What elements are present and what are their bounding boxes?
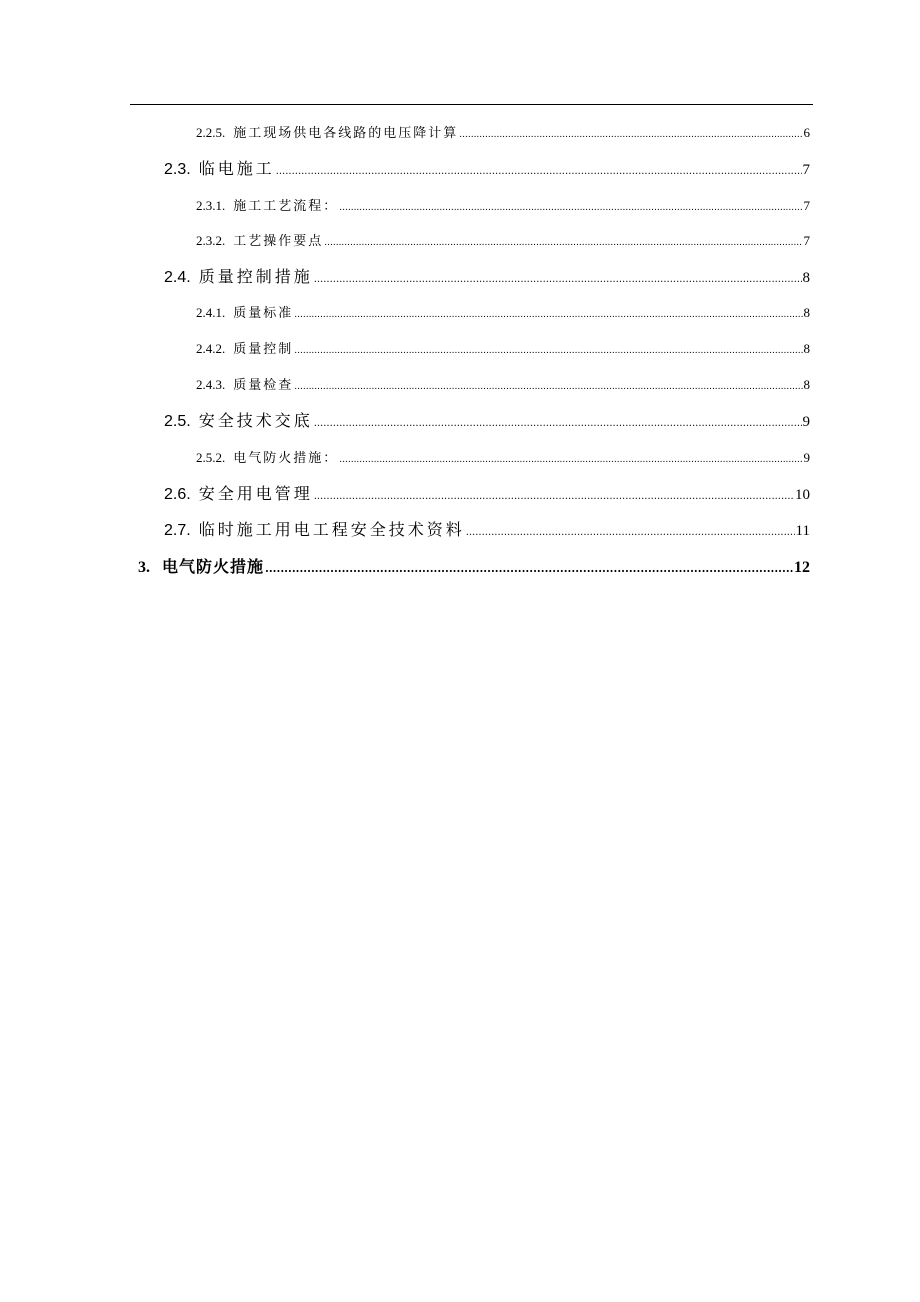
toc-dot-leader [265, 556, 793, 580]
toc-dot-leader [324, 233, 802, 252]
toc-entry[interactable] [196, 376, 810, 394]
toc-entry-number: 2.4. [164, 269, 191, 286]
toc-entry-number: 2.5.2. [196, 450, 226, 465]
toc-entry-page: 10 [795, 487, 810, 503]
toc-entry-title: 电气防火措施 [162, 557, 265, 576]
toc-dot-leader [314, 410, 802, 435]
toc-entry-title: 施工现场供电各线路的电压降计算 [233, 126, 459, 141]
toc-entry[interactable] [196, 340, 810, 358]
toc-entry-page: 8 [802, 270, 810, 286]
toc-dot-leader [459, 125, 802, 144]
toc-entry-number: 2.7. [164, 522, 191, 539]
toc-dot-leader [466, 519, 795, 544]
toc-entry-page: 8 [803, 377, 810, 392]
toc-dot-leader [314, 266, 802, 291]
toc-entry[interactable] [164, 410, 810, 432]
toc-dot-leader [339, 450, 802, 469]
toc-entry[interactable] [196, 304, 810, 322]
toc-entry[interactable] [196, 449, 810, 467]
toc-entry-number: 2.4.3. [196, 377, 226, 392]
toc-entry[interactable] [196, 232, 810, 250]
toc-entry-page: 8 [803, 341, 810, 356]
toc-dot-leader [339, 198, 802, 217]
toc-entry[interactable] [196, 124, 810, 142]
toc-entry-title: 电气防火措施： [233, 451, 339, 466]
toc-entry-title: 安全用电管理 [198, 484, 313, 503]
toc-entry-number: 2.4.1. [196, 305, 226, 320]
toc-entry-title: 质量检查 [233, 378, 294, 393]
toc-entry-title: 施工工艺流程： [233, 199, 339, 214]
toc-entry-title: 质量控制 [233, 342, 294, 357]
toc-entry-number: 2.3.1. [196, 198, 226, 213]
toc-entry-number: 3. [138, 559, 150, 576]
toc-entry-title: 临电施工 [198, 159, 275, 178]
toc-entry-number: 2.5. [164, 413, 191, 430]
toc-entry-page: 9 [803, 450, 810, 465]
toc-dot-leader [294, 305, 802, 324]
toc-entry-page: 8 [803, 305, 810, 320]
toc-entry-page: 7 [803, 233, 810, 248]
toc-entry-page: 9 [802, 414, 810, 430]
toc-entry-number: 2.3. [164, 161, 191, 178]
toc-entry[interactable] [164, 483, 810, 505]
toc-entry-page: 6 [803, 125, 810, 140]
toc-dot-leader [294, 341, 802, 360]
toc-entry-number: 2.6. [164, 486, 191, 503]
toc-dot-leader [276, 158, 802, 183]
toc-entry[interactable] [196, 197, 810, 215]
toc-dot-leader [314, 483, 794, 508]
toc-entry-title: 质量标准 [233, 306, 294, 321]
toc-entry-page: 7 [802, 162, 810, 178]
toc-entry[interactable] [164, 519, 810, 541]
toc-entry[interactable] [138, 556, 810, 578]
toc-entry-page: 11 [795, 523, 810, 539]
toc-entry-title: 工艺操作要点 [233, 234, 324, 249]
toc-entry-page: 7 [803, 198, 810, 213]
toc-entry-number: 2.2.5. [196, 125, 226, 140]
toc-entry-page: 12 [794, 559, 810, 576]
toc-entry[interactable] [164, 158, 810, 180]
toc-entry-title: 安全技术交底 [198, 411, 313, 430]
toc-entry[interactable] [164, 266, 810, 288]
toc-entry-title: 质量控制措施 [198, 267, 313, 286]
table-of-contents [0, 0, 920, 600]
toc-entry-number: 2.3.2. [196, 233, 226, 248]
toc-entry-number: 2.4.2. [196, 341, 226, 356]
toc-dot-leader [294, 377, 802, 396]
toc-entry-title: 临时施工用电工程安全技术资料 [198, 520, 465, 539]
